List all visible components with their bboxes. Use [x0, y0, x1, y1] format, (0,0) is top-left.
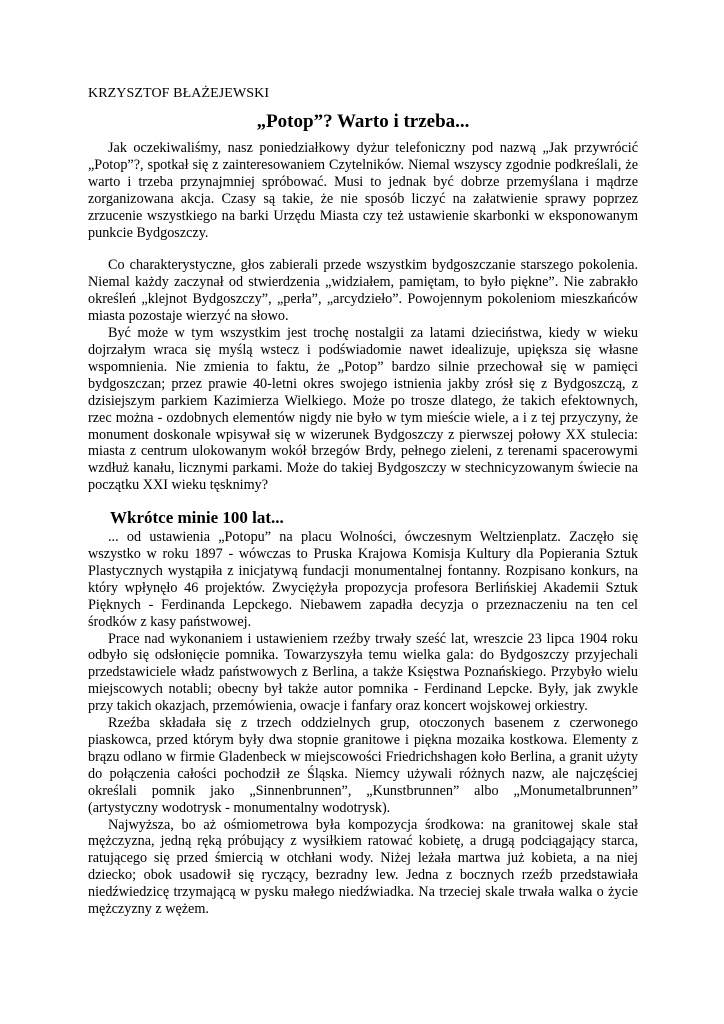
- author-name: KRZYSZTOF BŁAŻEJEWSKI: [88, 86, 270, 101]
- document-page: [88, 86, 638, 918]
- paragraph-main-1: ... od ustawienia „Potopu” na placu Wolności, ówczesnym Weltzienplatz. Zaczęło się wszystko w roku 1897 - wówczas to Pruska Krajowa Komisja Kultury dla Popierania Sztuk Plastycznych wystąpiła z inicjatywą fundacji monumentalnej fontanny. Rozpisano konkurs, na który wpłynęło 46 projektów. Zwyciężyła propozycja profesora Berlińskiej Akademii Sztuk Pięknych - Ferdinanda Lepckego. Niebawem zapadła decyzja o przeznaczeniu na ten cel środków z kasy państwowej.: [88, 529, 638, 630]
- paragraph-main-3: Rzeźba składała się z trzech oddzielnych grup, otoczonych basenem z czerwonego piaskowca, przed którym były dwa stopnie granitowe i piękna mozaika kostkowa. Elementy z brązu odlano w firmie Gladenbeck w miejscowości Friedrichshagen koło Berlina, a granit użyty do połączenia całości pochodził ze Śląska. Niemcy używali różnych nazw, ale najczęściej określali pomnik jako „Sinnenbrunnen”, „Kunstbrunnen” albo „Monumetalbrunnen” (artystyczny wodotrysk - monumentalny wodotrysk).: [88, 715, 638, 816]
- section-heading: Wkrótce minie 100 lat...: [110, 508, 284, 528]
- paragraph-intro-1: Jak oczekiwaliśmy, nasz poniedziałkowy dyżur telefoniczny pod nazwą „Jak przywrócić „Potop”?, spotkał się z zainteresowaniem Czytelników. Niemal wszyscy zgodnie podkreślali, że warto i trzeba przynajmniej spróbować. Musi to jednak być dobrze przemyślana i mądrze zorganizowana akcja. Czasy są takie, że nie sposób liczyć na załatwienie sprawy poprzez zrzucenie wszystkiego na barki Urzędu Miasta czy też ustawienie skarbonki w eksponowanym punkcie Bydgoszczy.: [88, 140, 638, 241]
- article-title: „Potop”? Warto i trzeba...: [256, 111, 470, 132]
- paragraph-main-2: Prace nad wykonaniem i ustawieniem rzeźby trwały sześć lat, wreszcie 23 lipca 1904 roku odbyło się odsłonięcie pomnika. Towarzyszyła temu wielka gala: do Bydgoszczy przyjechali przedstawiciele władz państwowych z Berlina, a także Księstwa Poznańskiego. Przybyło wielu miejscowych notabli; obecny był także autor pomnika - Ferdinand Lepcke. Były, jak zwykle przy takich okazjach, przemówienia, owacje i fanfary oraz koncert wojskowej orkiestry.: [88, 630, 638, 715]
- paragraph-intro-2: Co charakterystyczne, głos zabierali przede wszystkim bydgoszczanie starszego pokolenia. Niemal każdy zaczynał od stwierdzenia „widziałem, pamiętam, to było piękne”. Nie zabrakło określeń „klejnot Bydgoszczy”, „perła”, „arcydzieło”. Powojennym pokoleniom mieszkańców miasta pozostaje wierzyć na słowo.: [88, 257, 638, 325]
- paragraph-main-4: Najwyższa, bo aż ośmiometrowa była kompozycja środkowa: na granitowej skale stał mężczyzna, jedną ręką próbujący z wysiłkiem ratować kobietę, a drugą podciągający starca, ratującego się przed śmiercią w otchłani wody. Niżej leżała martwa już kobieta, a na niej dziecko; obok usadowił się ryczący, bezradny lew. Jedna z bocznych rzeźb przedstawiała niedźwiedzicę trzymającą w pysku małego niedźwiadka. Na trzeciej skale trwała walka o życie mężczyzny z wężem.: [88, 816, 638, 918]
- paragraph-intro-3: Być może w tym wszystkim jest trochę nostalgii za latami dzieciństwa, kiedy w wieku dojrzałym wraca się myślą wstecz i podświadomie nawet idealizuje, upiększa się własne wspomnienia. Nie zmienia to faktu, że „Potop” bardzo silnie przechował się w pamięci bydgoszczan; przez prawie 40-letni okres swojego istnienia jakby zrósł się z Bydgoszczą, z dzisiejszym parkiem Kazimierza Wielkiego. Może po trosze dlatego, że takich efektownych, rzec można - ozdobnych elementów nigdy nie było w tym mieście wiele, a i z tej przyczyny, że monument doskonale wpisywał się w wizerunek Bydgoszczy z pierwszej połowy XX stulecia: miasta z centrum ulokowanym wokół brzegów Brdy, pełnego zieleni, z terenami spacerowymi wzdłuż kanału, licznymi parkami. Może do takiej Bydgoszczy w stechnicyzowanym świecie na początku XXI wieku tęsknimy?: [88, 325, 638, 494]
